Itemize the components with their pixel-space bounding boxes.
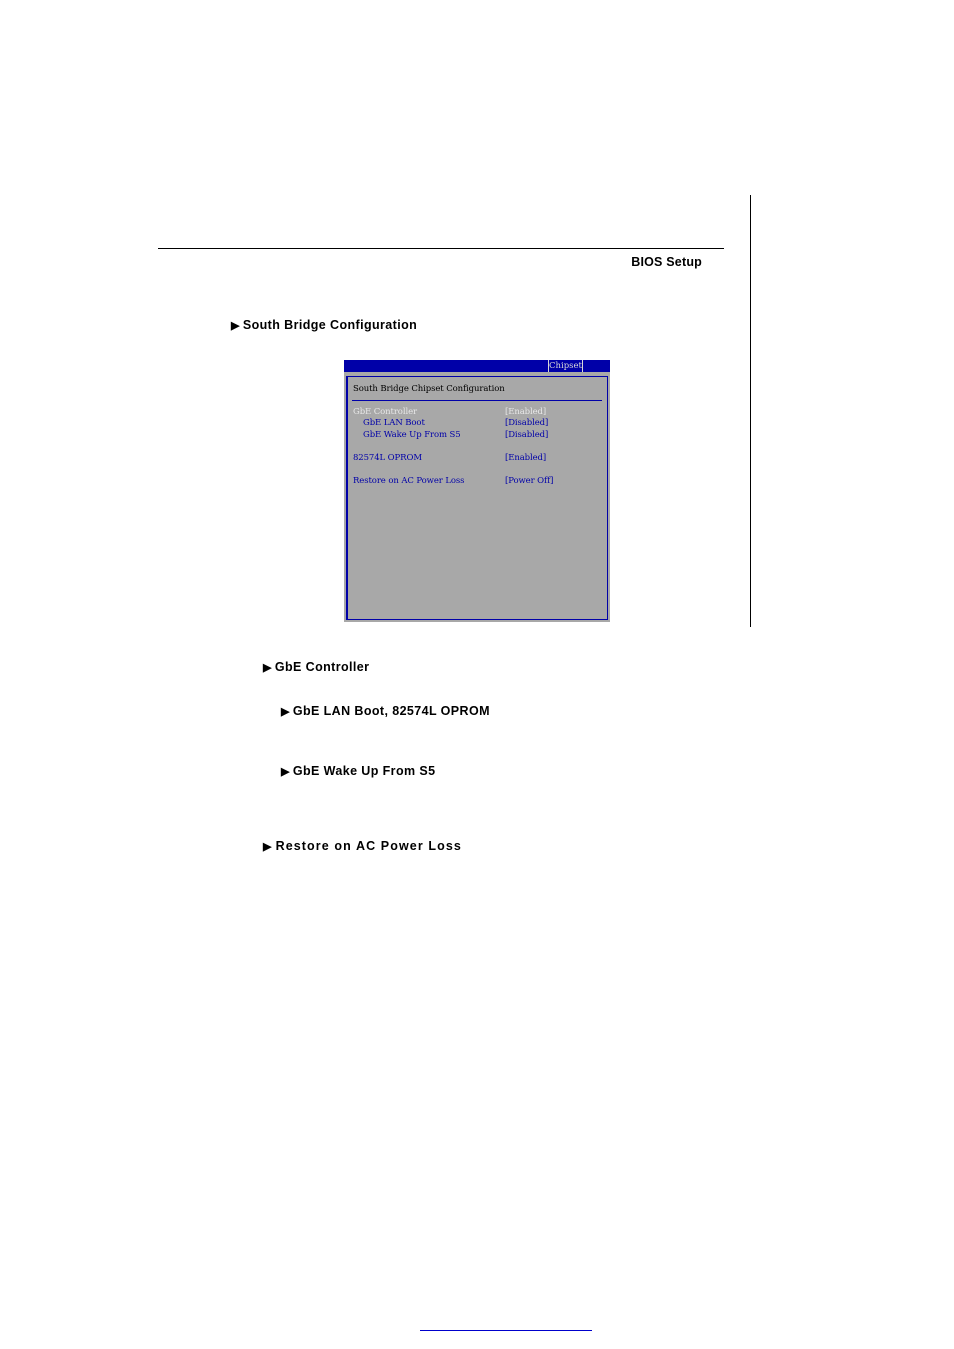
bios-value-restore-ac[interactable]: [Power Off] bbox=[505, 476, 554, 486]
running-header: BIOS Setup bbox=[631, 255, 702, 269]
triangle-bullet-icon: ▶ bbox=[281, 706, 290, 718]
heading-gbe-lan-boot-oprom bbox=[281, 704, 490, 718]
heading-gbe-wake-up-text: GbE Wake Up From S5 bbox=[292, 764, 436, 778]
bios-value-gbe-controller[interactable]: [Enabled] bbox=[505, 407, 547, 417]
bios-item-gbe-controller[interactable]: GbE Controller bbox=[353, 407, 417, 417]
bios-screen-title: South Bridge Chipset Configuration bbox=[353, 384, 505, 394]
bios-item-gbe-lan-boot[interactable]: GbE LAN Boot bbox=[363, 418, 425, 428]
bios-value-82574l-oprom[interactable]: [Enabled] bbox=[505, 453, 547, 463]
heading-restore-ac-text: Restore on AC Power Loss bbox=[275, 839, 462, 853]
heading-gbe-controller bbox=[263, 660, 369, 674]
heading-gbe-lan-boot-oprom-text: GbE LAN Boot, 82574L OPROM bbox=[292, 704, 490, 718]
bios-value-gbe-wake-up[interactable]: [Disabled] bbox=[505, 430, 549, 440]
triangle-bullet-icon: ▶ bbox=[263, 662, 272, 674]
heading-restore-ac bbox=[263, 839, 462, 853]
bios-value-gbe-lan-boot[interactable]: [Disabled] bbox=[505, 418, 549, 428]
heading-gbe-wake-up bbox=[281, 764, 435, 778]
triangle-bullet-icon: ▶ bbox=[281, 766, 290, 778]
header-rule bbox=[158, 248, 724, 249]
heading-south-bridge-text: South Bridge Configuration bbox=[242, 318, 418, 332]
side-rule bbox=[750, 195, 751, 627]
bios-screenshot bbox=[344, 360, 610, 622]
bios-item-82574l-oprom[interactable]: 82574L OPROM bbox=[353, 453, 422, 463]
bios-item-gbe-wake-up[interactable]: GbE Wake Up From S5 bbox=[363, 430, 461, 440]
footer-link-underline[interactable] bbox=[420, 1330, 592, 1331]
heading-south-bridge bbox=[231, 318, 417, 332]
triangle-bullet-icon: ▶ bbox=[263, 841, 273, 853]
bios-title-separator bbox=[352, 400, 602, 401]
heading-gbe-controller-text: GbE Controller bbox=[274, 660, 370, 674]
bios-item-restore-ac[interactable]: Restore on AC Power Loss bbox=[353, 476, 465, 486]
triangle-bullet-icon: ▶ bbox=[231, 320, 240, 332]
bios-tab-chipset[interactable]: Chipset bbox=[549, 361, 582, 371]
